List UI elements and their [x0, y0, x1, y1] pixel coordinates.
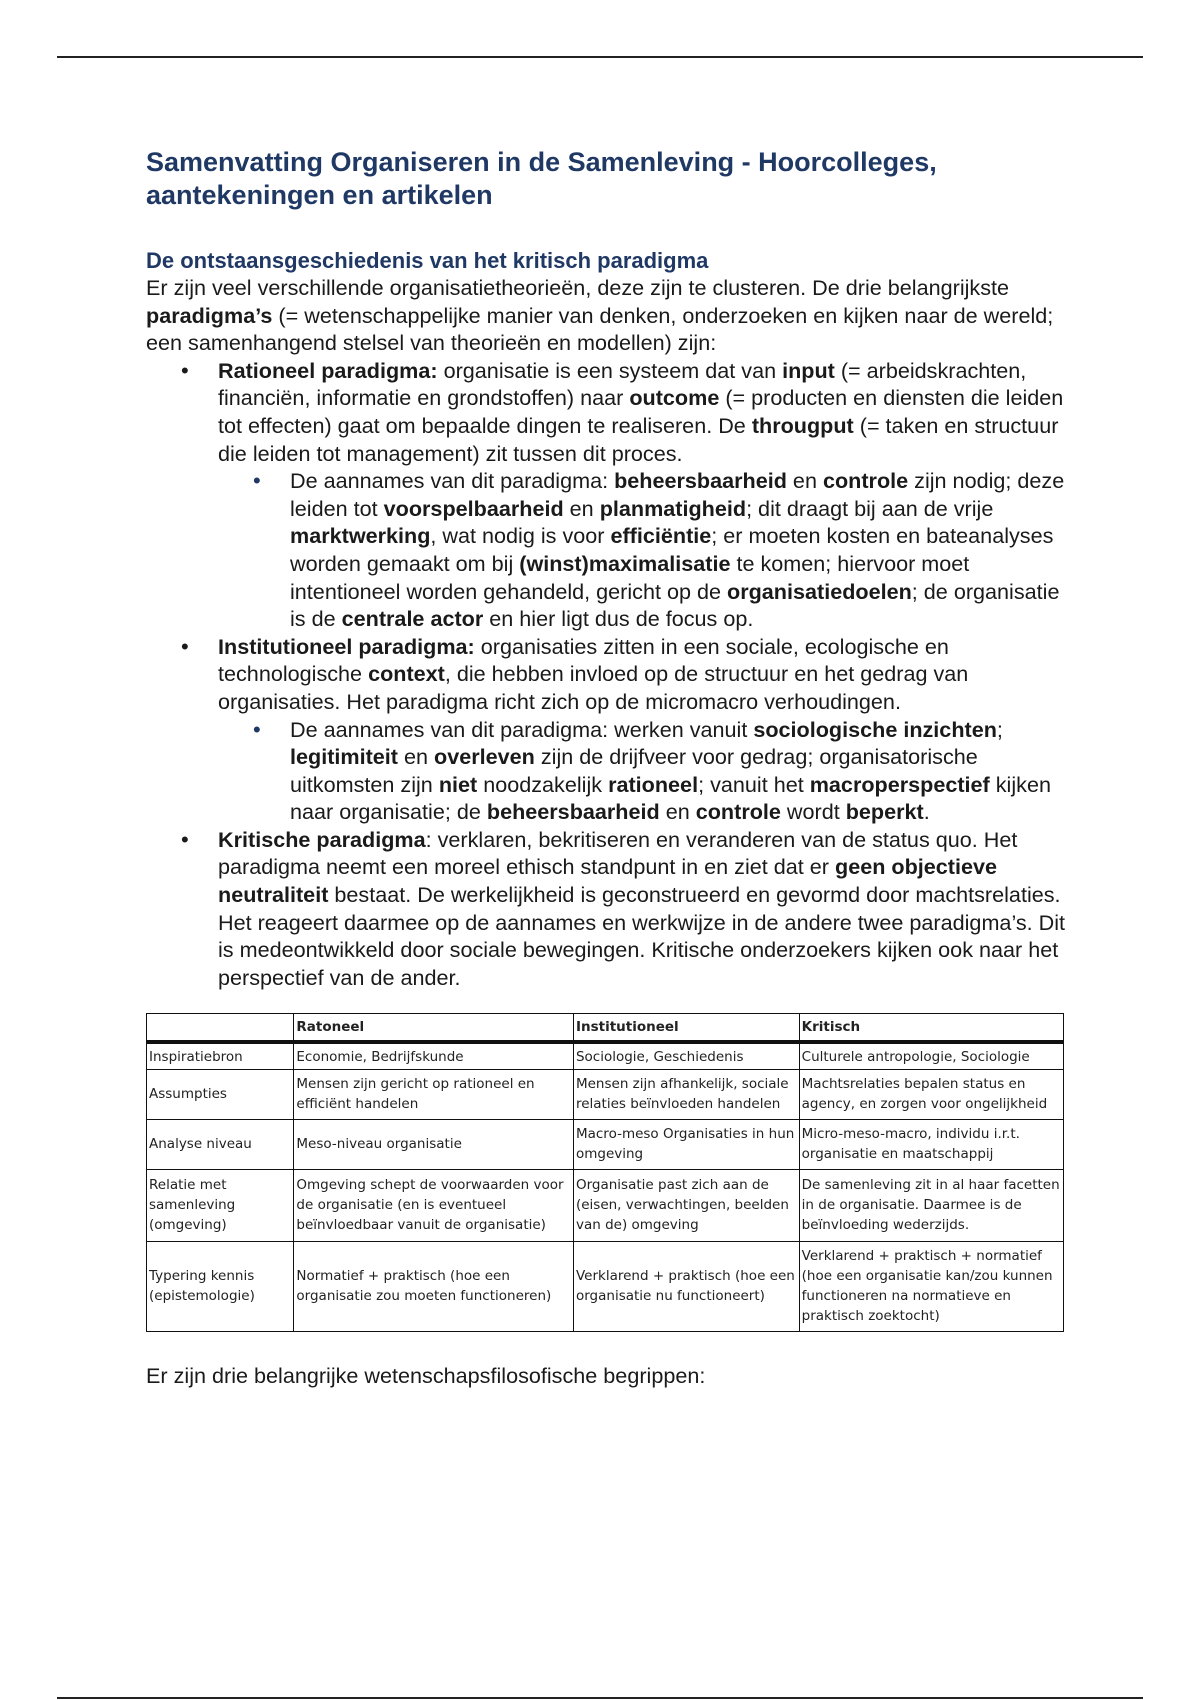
table-cell: Assumpties	[147, 1069, 294, 1119]
sublist-rationeel	[218, 467, 1066, 633]
table-cell: Mensen zijn gericht op rationeel en efficiënt handelen	[294, 1069, 574, 1119]
table-cell: Normatief + praktisch (hoe een organisatie zou moeten functioneren)	[294, 1241, 574, 1331]
sublist-item-rationeel-aannames: • De aannames van dit paradigma: beheersbaarheid en controle zijn nodig; deze leiden tot voorspelbaarheid en planmatigheid; dit draagt bij aan de vrije marktwerking, wat nodig is voor efficiëntie; er moeten kosten en bateanalyses worden gemaakt om bij (winst)maximalisatie te komen; hiervoor moet intentioneel worden gehandeld, gericht op de organisatiedoelen; de organisatie is de centrale actor en hier ligt dus de focus op.	[218, 467, 1066, 633]
footer-rule	[57, 1697, 1143, 1699]
intro-paragraph: Er zijn veel verschillende organisatietheorieën, deze zijn te clusteren. De drie belangrijkste paradigma’s (= wetenschappelijke manier van denken, onderzoeken en kijken naar de wereld; een samenhangend stelsel van theorieën en modellen) zijn:	[146, 275, 1054, 356]
table-row	[147, 1169, 1064, 1241]
table-cell: Relatie met samenleving (omgeving)	[147, 1169, 294, 1241]
table-cell: Meso-niveau organisatie	[294, 1119, 574, 1169]
table-row	[147, 1069, 1064, 1119]
table-cell: Verklarend + praktisch + normatief (hoe een organisatie kan/zou kunnen functioneren na normatieve en praktisch zoektocht)	[799, 1241, 1063, 1331]
header-rule	[57, 56, 1143, 58]
table-row	[147, 1042, 1064, 1069]
table-cell: Micro-meso-macro, individu i.r.t. organisatie en maatschappij	[799, 1119, 1063, 1169]
table-cell: Macro-meso Organisaties in hun omgeving	[573, 1119, 799, 1169]
table-cell: Sociologie, Geschiedenis	[573, 1042, 799, 1069]
list-item-kritisch: • Kritische paradigma: verklaren, bekritiseren en veranderen van de status quo. Het paradigma neemt een moreel ethisch standpunt in en ziet dat er geen objectieve neutraliteit bestaat. De werkelijkheid is geconstrueerd en gevormd door machtsrelaties. Het reageert daarmee op de aannames en werkwijze in de andere twee paradigma’s. Dit is medeontwikkeld door sociale bewegingen. Kritische onderzoekers kijken ook naar het perspectief van de ander.	[146, 826, 1066, 992]
paradigm-comparison-table	[146, 1013, 1064, 1332]
table-cell: De samenleving zit in al haar facetten in de organisatie. Daarmee is de beïnvloeding wederzijds.	[799, 1169, 1063, 1241]
table-row	[147, 1119, 1064, 1169]
table-cell: Typering kennis (epistemologie)	[147, 1241, 294, 1331]
table-cell: Mensen zijn afhankelijk, sociale relaties beïnvloeden handelen	[573, 1069, 799, 1119]
table-cell: Analyse niveau	[147, 1119, 294, 1169]
table-header-cell: Ratoneel	[294, 1014, 574, 1043]
section-heading: De ontstaansgeschiedenis van het kritisch paradigma	[146, 248, 709, 273]
closing-paragraph: Er zijn drie belangrijke wetenschapsfilosofische begrippen:	[146, 1362, 706, 1388]
table-row	[147, 1241, 1064, 1331]
table-header-cell: Institutioneel	[573, 1014, 799, 1043]
list-item-institutioneel: • Institutioneel paradigma: organisaties zitten in een sociale, ecologische en technologische context, die hebben invloed op de structuur en het gedrag van organisaties. Het paradigma richt zich op de micromacro verhoudingen. • De aannames van dit paradigma: werken vanuit sociologische inzichten; legitimiteit en overleven zijn de drijfveer voor gedrag; organisatorische uitkomsten zijn niet noodzakelijk rationeel; vanuit het macroperspectief kijken naar organisatie; de beheersbaarheid en controle wordt beperkt.	[146, 633, 1066, 826]
table-cell: Verklarend + praktisch (hoe een organisatie nu functioneert)	[573, 1241, 799, 1331]
table-header-cell: Kritisch	[799, 1014, 1063, 1043]
table-cell: Economie, Bedrijfskunde	[294, 1042, 574, 1069]
paradigm-list	[146, 357, 1066, 992]
sublist-institutioneel	[218, 716, 1066, 826]
document-body	[146, 146, 1066, 1390]
table-cell: Inspiratiebron	[147, 1042, 294, 1069]
table-cell: Omgeving schept de voorwaarden voor de organisatie (en is eventueel beïnvloedbaar vanuit de organisatie)	[294, 1169, 574, 1241]
table-cell: Machtsrelaties bepalen status en agency, en zorgen voor ongelijkheid	[799, 1069, 1063, 1119]
table-header-cell	[147, 1014, 294, 1043]
table-cell: Culturele antropologie, Sociologie	[799, 1042, 1063, 1069]
table-cell: Organisatie past zich aan de (eisen, verwachtingen, beelden van de) omgeving	[573, 1169, 799, 1241]
document-title: Samenvatting Organiseren in de Samenleving - Hoorcolleges, aantekeningen en artikelen	[146, 147, 937, 210]
table-header-row	[147, 1014, 1064, 1043]
sublist-item-institutioneel-aannames: • De aannames van dit paradigma: werken vanuit sociologische inzichten; legitimiteit en overleven zijn de drijfveer voor gedrag; organisatorische uitkomsten zijn niet noodzakelijk rationeel; vanuit het macroperspectief kijken naar organisatie; de beheersbaarheid en controle wordt beperkt.	[218, 716, 1066, 826]
list-item-rationeel: • Rationeel paradigma: organisatie is een systeem dat van input (= arbeidskrachten, financiën, informatie en grondstoffen) naar outcome (= producten en diensten die leiden tot effecten) gaat om bepaalde dingen te realiseren. De througput (= taken en structuur die leiden tot management) zit tussen dit proces. • De aannames van dit paradigma: beheersbaarheid en controle zijn nodig; deze leiden tot voorspelbaarheid en planmatigheid; dit draagt bij aan de vrije marktwerking, wat nodig is voor efficiëntie; er moeten kosten en bateanalyses worden gemaakt om bij (winst)maximalisatie te komen; hiervoor moet intentioneel worden gehandeld, gericht op de organisatiedoelen; de organisatie is de centrale actor en hier ligt dus de focus op.	[146, 357, 1066, 633]
